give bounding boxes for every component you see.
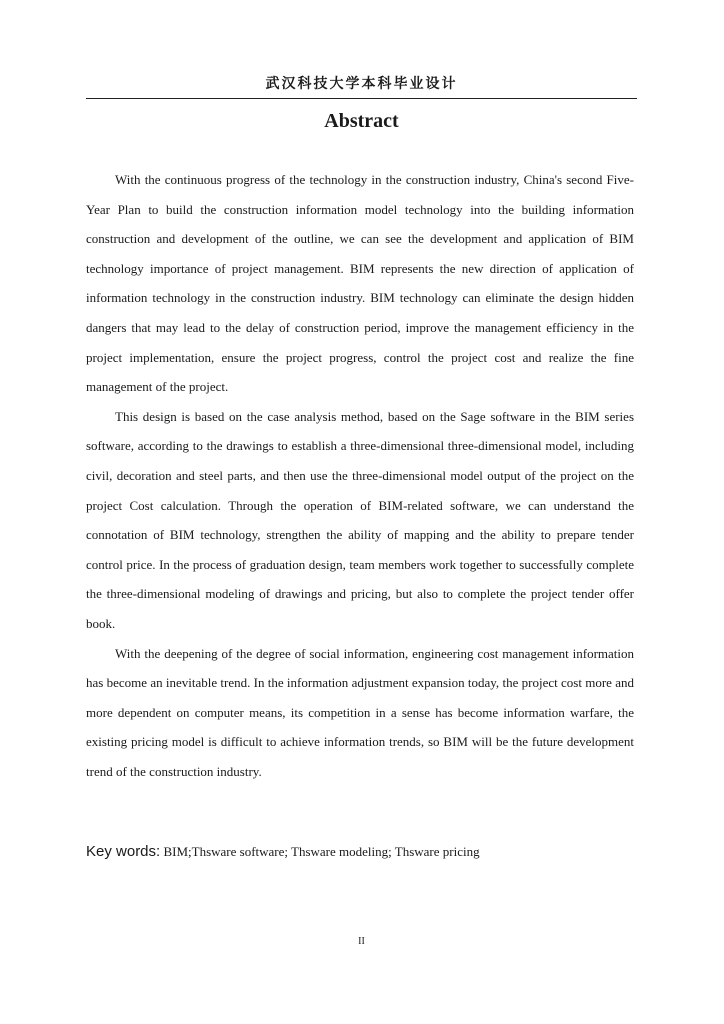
keywords-line (86, 840, 634, 864)
page-title: Abstract (324, 110, 399, 132)
abstract-paragraph-1: With the continuous progress of the technology in the construction industry, China's second Five-Year Plan to build the construction information model technology into the building information construction and development of the outline, we can see the development and application of BIM technology importance of project management. BIM represents the new direction of application of information technology in the construction industry. BIM technology can eliminate the design hidden dangers that may lead to the delay of construction period, improve the management efficiency in the project implementation, ensure the project progress, control the project cost and realize the fine management of the project. (86, 172, 634, 395)
abstract-body (86, 165, 634, 786)
abstract-paragraph-2: This design is based on the case analysis method, based on the Sage software in the BIM series software, according to the drawings to establish a three-dimensional three-dimensional model, including civil, decoration and steel parts, and then use the three-dimensional model output of the project on the project Cost calculation. Through the operation of BIM-related software, we can understand the connotation of BIM technology, strengthen the ability of mapping and the ability to prepare tender control price. In the process of graduation design, team members work together to successfully complete the three-dimensional modeling of drawings and pricing, but also to complete the project tender offer book. (86, 408, 634, 631)
keywords-label: Key words: (86, 843, 161, 860)
page-number: II (358, 936, 365, 947)
running-header: 武汉科技大学本科毕业设计 (265, 76, 458, 92)
abstract-paragraph-3: With the deepening of the degree of social information, engineering cost management information has become an inevitable trend. In the information adjustment expansion today, the project cost more and more dependent on computer means, its competition in a sense has become information warfare, the existing pricing model is difficult to achieve information trends, so BIM will be the future development trend of the construction industry. (86, 645, 634, 779)
keywords-value: BIM;Thsware software; Thsware modeling; Thsware pricing (163, 844, 480, 859)
header-rule (86, 98, 637, 99)
